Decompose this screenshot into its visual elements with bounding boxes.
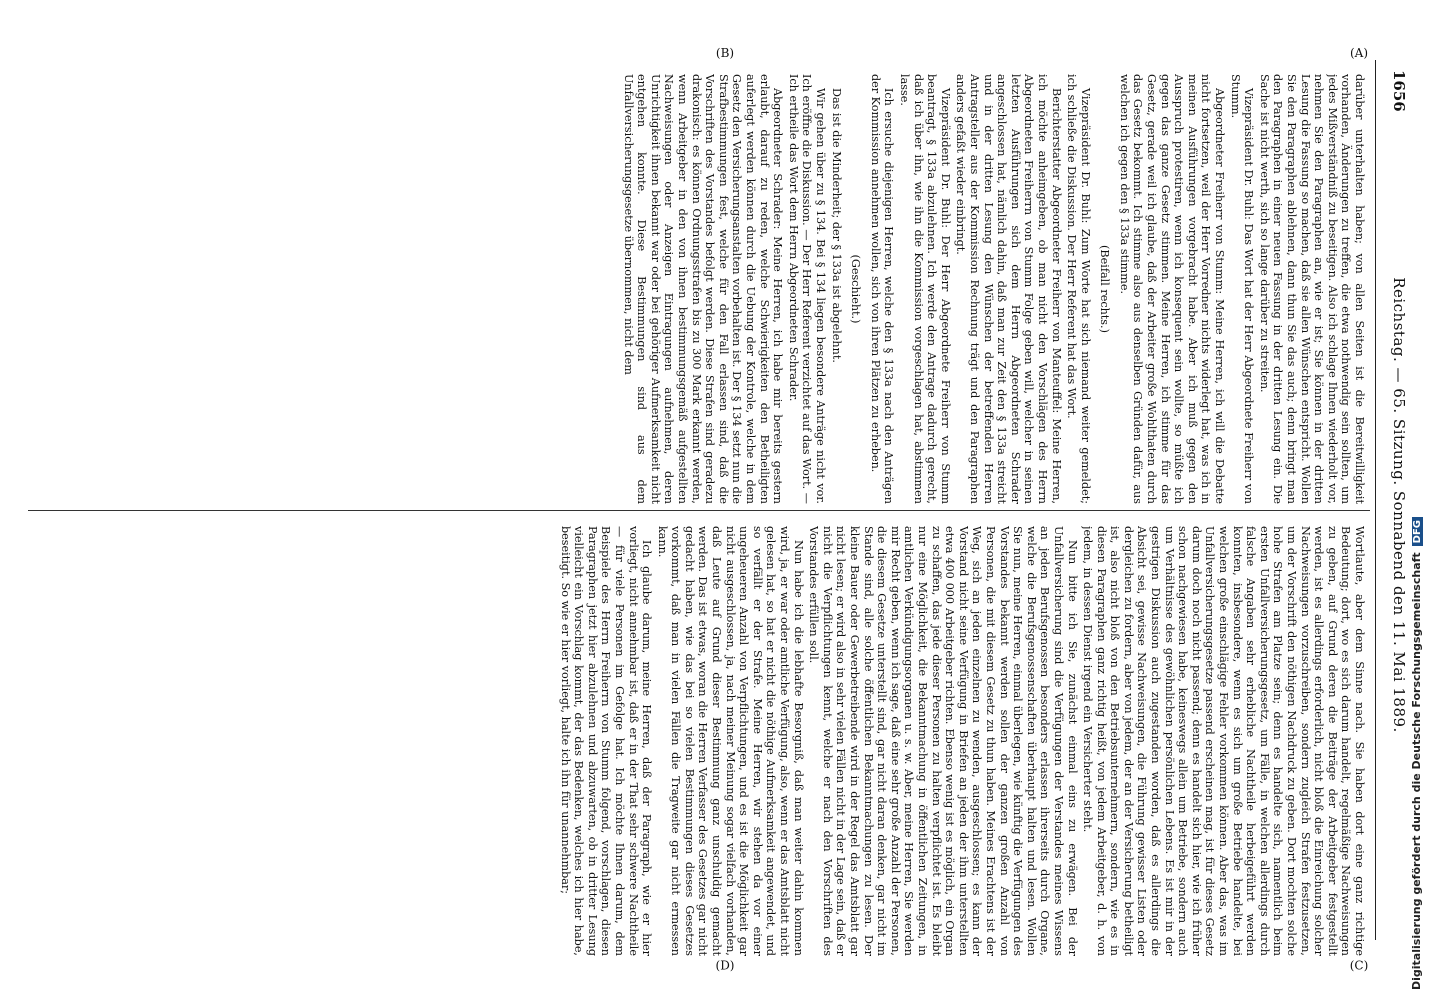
paragraph: Nun habe ich die lebhafte Besorgniß, daß man weiter dahin kommen wird, ja, er war oder amtliche Verfügung, also, wenn er das Amtsblatt nicht gelesen hat, so hat er nicht die nöthige Aufmerksamkeit angewendet, und so verfällt er der Strafe. Meine Herren, wir stehen da vor einer ungeheueren Anzahl von Verpflichtungen, und es ist die Möglichkeit gar nicht ausgeschlossen, ja, nach meiner Meinung sogar vielfach vorhanden, daß Leute auf Grund dieser Bestimmung ganz unschuldig gemacht werden. Das ist etwas, woran die Herren Verfasser des Gesetzes gar nicht gedacht haben, wie das bei so vielen Bestimmungen dieses Gesetzes vorkommt, daß man in vielen Fällen die Tragweite gar nicht ermessen kann.: [655, 526, 805, 956]
paragraph: Abgeordneter Schrader: Meine Herren, ich habe mir bereits gestern erlaubt, darauf zu reden, welche Schwierigkeiten den Betheiligten auferlegt werden können durch die Uebung der Kontrole, welche in dem Gesetz den Versicherungsanstalten vorbehalten ist. Der § 134 setzt nun die Strafbestimmungen fest, welche für den Fall erlassen sind, daß die Vorschriften des Vorstandes befolgt werden. Diese Strafen sind geradezu drakonisch: es können Ordnungsstrafen bis zu 300 Mark erkannt werden, wenn Arbeitgeber in den von ihnen bestimmungsgemäß aufgestellten Nachweisungen oder Anzeigen Eintragungen aufnehmen, deren Unrichtigkeit ihnen bekannt war oder bei gehöriger Aufmerksamkeit nicht entgehen konnte. Diese Bestimmungen sind aus dem Unfallversicherungsgesetze übernommen, nicht dem: [621, 74, 785, 504]
left-column: [30, 74, 1366, 504]
paragraph: darüber unterhalten haben; von allen Seiten ist die Bereitwilligkeit vorhanden, Änderungen zu treffen, die etwa nothwendig sein sollten, um jedes Mißverständniß zu beseitigen. Also ich schlage Ihnen wiederholt vor, nehmen Sie den Paragraphen an, wie er ist; Sie können in der dritten Lesung die Fassung so machen, daß sie allen Wünschen entspricht. Wollen Sie den Paragraphen ablehnen, dann thun Sie das auch; denn bringt man den Paragraphen in einer neuen Fassung in der dritten Lesung ein. Die Sache ist nicht werth, sich so lange darüber zu streiten.: [1257, 74, 1366, 504]
paragraph: (Geschieht.): [849, 254, 863, 324]
margin-marker-b: (B): [715, 46, 735, 61]
margin-marker-c: (C): [1349, 958, 1369, 973]
paragraph: Das ist die Minderheit; der § 133a ist abgelehnt.: [829, 88, 843, 363]
paragraph: Vizepräsident Dr. Buhl: Das Wort hat der Herr Abgeordnete Freiherr von Stumm.: [1228, 74, 1256, 504]
paragraph: Vizepräsident Dr. Buhl: Zum Worte hat sich niemand weiter gemeldet; ich schließe die Diskussion. Der Herr Referent hat das Wort.: [1065, 74, 1092, 504]
paragraph: Ich ersuche diejenigen Herren, welche den § 133a nach den Anträgen der Kommission annehmen wollen, sich von ihren Plätzen zu erheben.: [868, 74, 896, 504]
paragraph: (Beifall rechts.): [1098, 245, 1112, 333]
paragraph: Abgeordneter Freiherr von Stumm: Meine Herren, ich will die Debatte nicht fortsetzen, weil der Herr Vorredner nichts widerlegt hat, was ich in meinen Ausführungen vorgebracht habe. Aber ich muß gegen den Ausspruch protestiren, wenn ich konsequent sein wollte, so müßte ich gegen das ganze Gesetz stimmen. Meine Herren, ich stimme für das Gesetz, gerade weil ich glaube, daß der Arbeiter große Wohlthaten durch das Gesetz bekommt. Ich stimme also aus denselben Gründen dafür, aus welchen ich gegen den § 133a stimme.: [1117, 74, 1227, 504]
paragraph: Nun bitte ich Sie, zunächst einmal eins zu erwägen. Bei der Unfallversicherung sind die Verfügungen der Verstandes meines Wissens an jeden Berufsgenossen besonders erlassen ihrerseits durch Organe, welche die Berufsgenossenschaften überhaupt halten und lesen. Wollen Sie nun, meine Herren, einmal überlegen, wie künftig die Verfügungen des Vorstandes bekannt werden sollen der ganzen großen Anzahl von Personen, die mit diesem Gesetz zu thun haben. Meines Erachtens ist der Weg, sich an jeden einzelnen zu wenden, ausgeschlossen; es kann der Vorstand nicht seine Verfügung in Briefen an jeden der ihm unterstellten etwa 400 000 Arbeitgeber richten. Ebenso wenig ist es möglich, ein Organ zu schaffen, das jede dieser Personen zu halten verpflichtet ist. Es bleibt nur eine Möglichkeit, die Bekanntmachung in öffentlichen Zeitungen, in amtlichen Verkündigungsorganen u. s. w. Aber, meine Herren, Sie werden mir Recht geben, wenn ich sage, daß eine sehr große Anzahl der Personen, die diesem Gesetze unterstellt sind, gar nicht daran denken, gar nicht im Stande sind, alle solche öffentlichen Bekanntmachungen zu lesen. Der kleine Bauer oder Gewerbetreibende wird in der Regel das Amtsblatt gar nicht lesen; er wird also in sehr vielen Fällen nicht in der Lage sein, daß er nicht die Verpflichtungen kennt, welche er nach den Vorschriften des Vorstandes erfüllen soll.: [807, 526, 1079, 956]
column-divider: [28, 510, 1370, 511]
paragraph: Berichterstatter Abgeordneter Freiherr von Manteuffel: Meine Herren, ich möchte anheimgeben, ob man nicht den Vorschlägen des Herrn Abgeordneten Freiherrn von Stumm Folge geben will, welcher in seinen letzten Ausführungen sich dem Herrn Abgeordneten Schrader angeschlossen hat, nämlich dahin, daß man zur Zeit den § 133a streicht und in der dritten Lesung den Wünschen der betreffenden Herren Antragsteller aus der Kommission Rechnung trägt und den Paragraphen anders gefaßt wieder einbringt.: [954, 74, 1063, 504]
page-number: 1656: [1390, 70, 1408, 112]
right-column: [30, 526, 1366, 956]
header-rule: [1375, 60, 1376, 940]
running-title: Reichstag. — 65. Sitzung. Sonnabend den 11. Mai 1889.: [1390, 277, 1408, 733]
dfg-logo: DFG: [1412, 517, 1423, 546]
paragraph: Wortlaute, aber dem Sinne nach. Sie haben dort eine ganz richtige Bedeutung; dort, wo es sich darum handelt, regelmäßige Nachweisungen zu geben, auf Grund deren die Beiträge der Arbeitgeber festgestellt werden, ist es allerdings erforderlich, nicht bloß die Einreichung solcher Nachweisungen vorzuschreiben, sondern zugleich Strafen festzusetzen, um der Vorschrift den nöthigen Nachdruck zu geben. Dort mochten solche hohe Strafen am Platze sein; denn es handelte sich, namentlich beim ersten Unfallversicherungsgesetz, um Fälle, in welchen allerdings durch falsche Angaben sehr erhebliche Nachtheile herbeigeführt werden konnten, insbesondere, wenn es sich um große Betriebe handelte, bei welchen große einschlägige Fehler vorkommen können. Aber das, was im Unfallversicherungsgesetze passend erscheinen mag, ist für dieses Gesetz darum doch noch nicht passend; denn es handelt sich hier, wie ich früher schon nachgewiesen habe, keineswegs allein um Betriebe, sondern auch um Verhältnisse des gewöhnlichen persönlichen Lebens. Es ist mir in der gestrigen Diskussion auch zugestanden worden, daß es allerdings die Absicht sei, gewisse Nachweisungen, die Führung gewisser Listen oder dergleichen zu fordern, aber von jedem, der an der Versicherung betheiligt ist, also nicht bloß von den Betriebsunternehmern, sondern, wie es in diesen Paragraphen ganz richtig heißt, von jedem Arbeitgeber, d. h. von jedem, in dessen Dienst irgend ein Versicherter steht.: [1081, 526, 1366, 956]
paragraph: Ich glaube darum, meine Herren, daß der Paragraph, wie er hier vorliegt, nicht annehmbar ist, daß er in der That sehr schwere Nachtheile — für viele Personen im Gefolge hat. Ich möchte Ihnen darum, dem Beispiele des Herrn Freiherrn von Stumm folgend, vorschlagen, diesen Paragraphen jetzt hier abzulehnen und abzuwarten, ob in dritter Lesung vielleicht ein Vorschlag kommt, der das Bedenken, welches ich hier habe, beseitigt. So wie er hier vorliegt, halte ich ihn für unannehmbar;: [558, 526, 654, 956]
paragraph: Wir gehen über zu § 134. Bei § 134 liegen besondere Anträge nicht vor. Ich eröffne die Diskussion. — Der Herr Referent verzichtet auf das Wort. — Ich ertheile das Wort dem Herrn Abgeordneten Schrader.: [786, 74, 828, 504]
funding-text: Digitalisierung gefördert durch die Deutsche Forschungsgemeinschaft: [1410, 552, 1423, 990]
paragraph: Vizepräsident Dr. Buhl: Der Herr Abgeordnete Freiherr von Stumm beantragt, § 133a abzulehnen. Ich werde den Antrage dadurch gerecht, daß ich über ihn, wie ihn die Kommission vorgeschlagen hat, abstimmen lasse.: [898, 74, 952, 504]
margin-marker-d: (D): [715, 958, 735, 973]
margin-marker-a: (A): [1349, 46, 1369, 61]
digitization-note: [1402, 0, 1432, 1000]
digitization-note-text: [1410, 0, 1423, 990]
